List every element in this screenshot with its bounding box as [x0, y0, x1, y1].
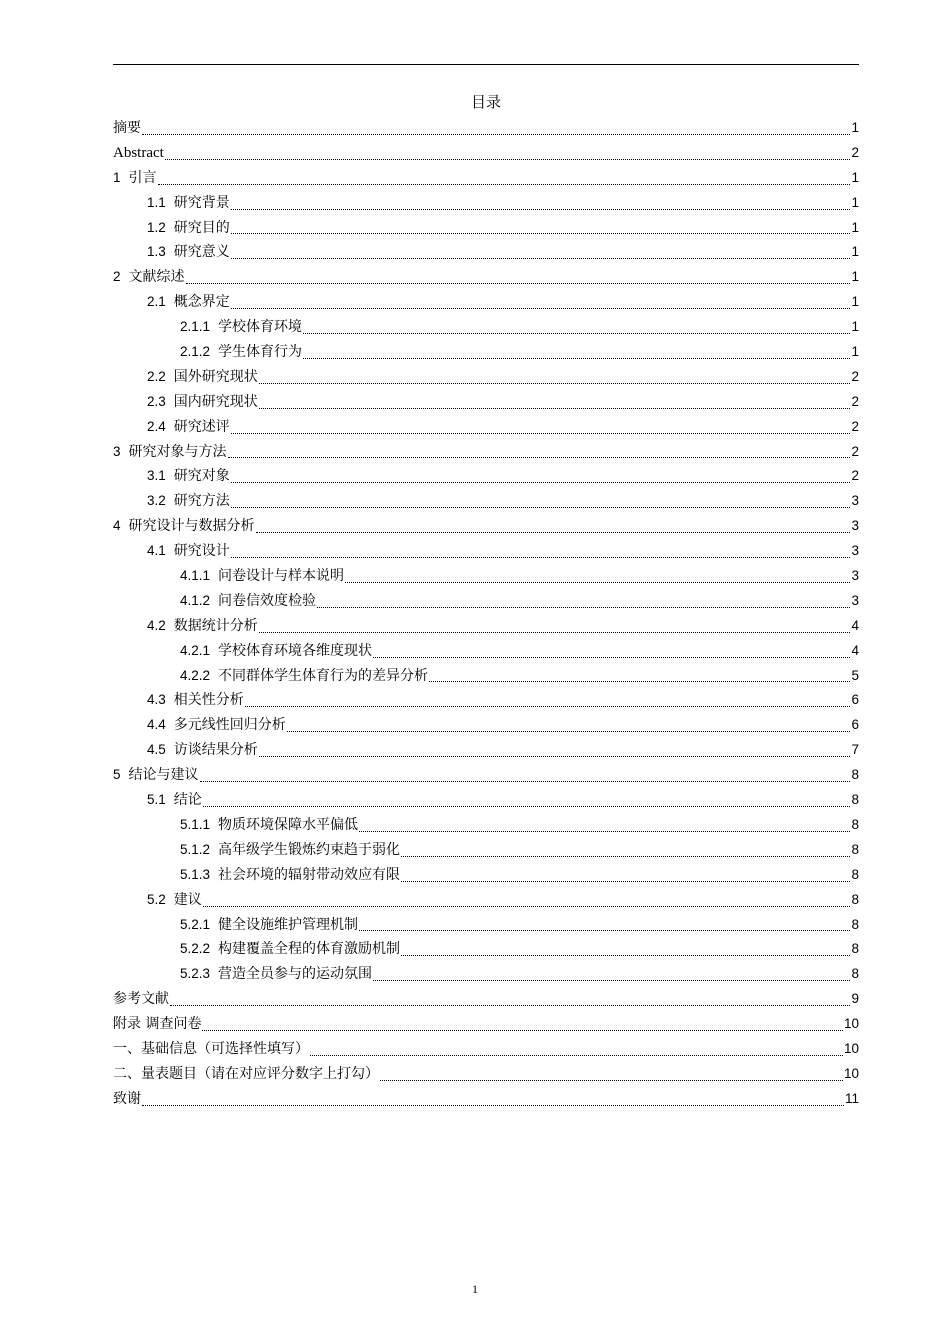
toc-entry[interactable]: [113, 290, 859, 315]
toc-entry-page: 1: [851, 219, 859, 235]
toc-entry-number: 4.4: [147, 717, 166, 733]
toc-entry-title: 附录 调查问卷: [113, 1016, 202, 1033]
toc-entry-title: 不同群体学生体育行为的差异分析: [218, 667, 429, 684]
toc-entry-page: 3: [851, 568, 859, 584]
toc-entry-title: 问卷信效度检验: [218, 592, 317, 609]
toc-dot-leader: [303, 332, 850, 334]
toc-entry[interactable]: [113, 639, 859, 664]
toc-entry-page: 1: [851, 194, 859, 210]
toc-dot-leader: [245, 705, 851, 707]
toc-entry[interactable]: [113, 1037, 859, 1062]
toc-dot-leader: [228, 456, 851, 458]
toc-dot-leader: [317, 606, 850, 608]
toc-entry[interactable]: [113, 738, 859, 763]
toc-entry-number: 2.1.2: [180, 344, 211, 360]
toc-entry-number: 2: [113, 269, 121, 285]
toc-entry[interactable]: [113, 1012, 859, 1037]
toc-entry-number: 3.1: [147, 468, 166, 484]
toc-entry-page: 7: [851, 742, 859, 758]
toc-entry[interactable]: [113, 216, 859, 241]
toc-entry-title: 引言: [128, 169, 157, 186]
toc-entry-page: 2: [851, 144, 859, 160]
toc-entry-page: 1: [851, 169, 859, 185]
toc-entry-title: 国内研究现状: [173, 393, 258, 410]
toc-dot-leader: [259, 631, 851, 633]
toc-entry-number: 4.3: [147, 692, 166, 708]
toc-entry-number: 5.2: [147, 891, 166, 907]
toc-entry-title: 物质环境保障水平偏低: [218, 816, 359, 833]
toc-entry[interactable]: [113, 365, 859, 390]
toc-entry-page: 8: [851, 816, 859, 832]
toc-entry-number: 4.2.2: [180, 667, 211, 683]
toc-entry-title: 相关性分析: [173, 692, 244, 709]
toc-entry-title: 健全设施维护管理机制: [218, 916, 359, 933]
toc-dot-leader: [203, 805, 851, 807]
toc-entry[interactable]: [113, 564, 859, 589]
toc-dot-leader: [345, 581, 850, 583]
toc-entry-number: 5.2.2: [180, 941, 211, 957]
toc-entry[interactable]: [113, 514, 859, 539]
toc-entry-title: 研究方法: [173, 493, 230, 510]
toc-entry-number: 4.1.2: [180, 592, 211, 608]
toc-dot-leader: [231, 307, 851, 309]
toc-dot-leader: [142, 1104, 844, 1106]
toc-entry-title: 学校体育环境: [218, 319, 303, 336]
toc-dot-leader: [373, 979, 850, 981]
toc-entry-page: 2: [851, 368, 859, 384]
toc-entry[interactable]: [113, 340, 859, 365]
toc-dot-leader: [259, 382, 851, 384]
toc-entry[interactable]: [113, 888, 859, 913]
toc-entry[interactable]: [113, 589, 859, 614]
toc-entry-page: 3: [851, 592, 859, 608]
toc-entry-title: 数据统计分析: [173, 617, 258, 634]
toc-entry-number: 5.1: [147, 792, 166, 808]
toc-entry[interactable]: [113, 116, 859, 141]
toc-entry[interactable]: [113, 614, 859, 639]
toc-entry[interactable]: [113, 1062, 859, 1087]
toc-dot-leader: [359, 929, 850, 931]
toc-entry-title: 学生体育行为: [218, 344, 303, 361]
toc-dot-leader: [256, 531, 851, 533]
toc-entry[interactable]: [113, 962, 859, 987]
toc-entry-page: 3: [851, 493, 859, 509]
toc-entry[interactable]: [113, 415, 859, 440]
toc-entry-title: 参考文献: [113, 991, 169, 1008]
toc-entry-page: 5: [851, 667, 859, 683]
toc-entry-page: 1: [851, 120, 859, 135]
toc-dot-leader: [259, 407, 851, 409]
header-rule: [113, 64, 859, 65]
toc-dot-leader: [170, 1004, 850, 1006]
toc-entry-page: 8: [851, 916, 859, 932]
toc-entry-title: 文献综述: [128, 269, 185, 286]
toc-entry-number: 5.2.3: [180, 966, 211, 982]
toc-entry[interactable]: [113, 489, 859, 514]
toc-entry-title: 建议: [173, 891, 202, 908]
toc-entry-page: 8: [851, 941, 859, 957]
toc-entry[interactable]: [113, 937, 859, 962]
toc-dot-leader: [359, 830, 850, 832]
toc-dot-leader: [203, 905, 851, 907]
toc-dot-leader: [401, 954, 850, 956]
toc-entry-number: 5.1.2: [180, 841, 211, 857]
toc-entry-number: 2.4: [147, 418, 166, 434]
toc-entry[interactable]: [113, 390, 859, 415]
toc-dot-leader: [142, 133, 850, 135]
toc-entry-page: 3: [851, 543, 859, 559]
toc-entry-title: 结论: [173, 792, 202, 809]
toc-entry-page: 8: [851, 792, 859, 808]
toc-dot-leader: [231, 432, 851, 434]
toc-entry-title: Abstract: [113, 144, 164, 161]
toc-dot-leader: [158, 183, 851, 185]
toc-entry-number: 5.1.1: [180, 816, 211, 832]
toc-entry-page: 6: [851, 717, 859, 733]
toc-entry-title: 摘要: [113, 120, 141, 136]
toc-entry-title: 研究对象与方法: [128, 443, 227, 460]
toc-entry[interactable]: [113, 913, 859, 938]
toc-entry[interactable]: [113, 664, 859, 689]
toc-entry-title: 概念界定: [173, 294, 230, 311]
toc-entry-number: 4.1: [147, 543, 166, 559]
toc-entry-number: 4.5: [147, 742, 166, 758]
toc-dot-leader: [259, 755, 851, 757]
toc-entry-number: 2.3: [147, 393, 166, 409]
toc-entry[interactable]: [113, 440, 859, 465]
toc-dot-leader: [186, 282, 851, 284]
toc-entry-title: 高年级学生锻炼约束趋于弱化: [218, 841, 401, 858]
toc-entry-number: 3: [113, 443, 121, 459]
toc-entry-page: 1: [851, 294, 859, 310]
toc-dot-leader: [287, 730, 851, 732]
toc-dot-leader: [429, 680, 850, 682]
toc-entry-page: 6: [851, 692, 859, 708]
toc-entry-page: 1: [851, 319, 859, 335]
toc-dot-leader: [310, 1054, 843, 1056]
toc-entry-number: 5.1.3: [180, 866, 211, 882]
toc-entry-page: 1: [851, 244, 859, 260]
toc-entry-page: 9: [851, 991, 859, 1007]
toc-entry-number: 1.1: [147, 194, 166, 210]
toc-entry-title: 研究目的: [173, 219, 230, 236]
toc-entry[interactable]: [113, 1087, 859, 1112]
toc-entry-number: 3.2: [147, 493, 166, 509]
toc-entry-number: 5: [113, 767, 121, 783]
toc-entry-page: 10: [843, 1016, 859, 1032]
toc-entry-page: 11: [844, 1090, 859, 1106]
toc-entry-number: 2.1: [147, 294, 166, 310]
toc-entry-page: 3: [851, 518, 859, 534]
toc-entry-page: 8: [851, 966, 859, 982]
toc-entry-title: 国外研究现状: [173, 368, 258, 385]
toc-entry-title: 问卷设计与样本说明: [218, 568, 345, 585]
toc-entry[interactable]: [113, 464, 859, 489]
page-number: 1: [472, 1282, 478, 1296]
toc-entry-number: 1.3: [147, 244, 166, 260]
toc-entry-title: 研究述评: [173, 418, 230, 435]
toc-entry-number: 4: [113, 518, 121, 534]
toc-dot-leader: [231, 208, 851, 210]
toc-entry-page: 8: [851, 866, 859, 882]
toc-entry-page: 2: [851, 443, 859, 459]
toc-entry[interactable]: [113, 166, 859, 191]
toc-entry[interactable]: [113, 539, 859, 564]
toc-entry-title: 研究背景: [173, 194, 230, 211]
toc-entry-page: 1: [851, 344, 859, 360]
toc-entry-page: 2: [851, 468, 859, 484]
toc-entry-title: 致谢: [113, 1090, 141, 1107]
toc-entry-page: 1: [851, 269, 859, 285]
toc-entry-title: 研究对象: [173, 468, 230, 485]
toc-entry-page: 2: [851, 393, 859, 409]
toc-entry-title: 访谈结果分析: [173, 742, 258, 759]
toc-dot-leader: [231, 481, 851, 483]
toc-entry-page: 10: [843, 1065, 859, 1081]
toc-entry-title: 结论与建议: [128, 767, 199, 784]
toc-title: 目录: [470, 93, 501, 111]
toc-dot-leader: [200, 780, 851, 782]
toc-entry[interactable]: [113, 191, 859, 216]
toc-entry[interactable]: [113, 713, 859, 738]
toc-entry-title: 营造全员参与的运动氛围: [218, 966, 373, 983]
toc-entry-title: 构建覆盖全程的体育激励机制: [218, 941, 401, 958]
toc-dot-leader: [231, 556, 851, 558]
toc-entry-page: 8: [851, 891, 859, 907]
toc-dot-leader: [401, 880, 850, 882]
toc-dot-leader: [303, 357, 850, 359]
toc-entry-title: 社会环境的辐射带动效应有限: [218, 866, 401, 883]
toc-entry-title: 学校体育环境各维度现状: [218, 642, 373, 659]
toc-entry[interactable]: [113, 688, 859, 713]
toc-entry[interactable]: [113, 987, 859, 1012]
toc-entry[interactable]: [113, 863, 859, 888]
toc-entry-number: 2.1.1: [180, 319, 211, 335]
toc-entry[interactable]: [113, 838, 859, 863]
toc-entry-number: 1.2: [147, 219, 166, 235]
toc-entry-page: 4: [851, 642, 859, 658]
toc-entry[interactable]: [113, 315, 859, 340]
toc-entry[interactable]: [113, 813, 859, 838]
toc-dot-leader: [231, 232, 851, 234]
toc-dot-leader: [202, 1029, 843, 1031]
toc-entry-number: 4.2.1: [180, 642, 211, 658]
toc-entry-title: 二、量表题目（请在对应评分数字上打勾）: [113, 1065, 379, 1082]
toc-dot-leader: [231, 506, 851, 508]
toc-entry-number: 2.2: [147, 368, 166, 384]
toc-entry-number: 4.1.1: [180, 568, 211, 584]
toc-entry-page: 8: [851, 767, 859, 783]
toc-entry-page: 8: [851, 841, 859, 857]
toc-entry[interactable]: [113, 141, 859, 166]
toc-entry-title: 研究设计: [173, 543, 230, 560]
toc-dot-leader: [401, 855, 850, 857]
toc-entry-title: 多元线性回归分析: [173, 717, 286, 734]
toc-dot-leader: [380, 1079, 843, 1081]
toc-entry-title: 研究设计与数据分析: [128, 518, 255, 535]
toc-dot-leader: [231, 257, 851, 259]
table-of-contents: [113, 116, 859, 1112]
toc-entry-page: 10: [843, 1040, 859, 1056]
toc-entry-title: 研究意义: [173, 244, 230, 261]
toc-dot-leader: [165, 158, 851, 160]
toc-entry-page: 2: [851, 418, 859, 434]
toc-entry[interactable]: [113, 763, 859, 788]
toc-entry-page: 4: [851, 617, 859, 633]
toc-dot-leader: [373, 656, 850, 658]
toc-entry[interactable]: [113, 240, 859, 265]
toc-entry[interactable]: [113, 265, 859, 290]
toc-entry-number: 4.2: [147, 617, 166, 633]
toc-entry-number: 1: [113, 169, 121, 185]
toc-entry[interactable]: [113, 788, 859, 813]
toc-entry-number: 5.2.1: [180, 916, 211, 932]
toc-entry-title: 一、基础信息（可选择性填写）: [113, 1040, 309, 1057]
